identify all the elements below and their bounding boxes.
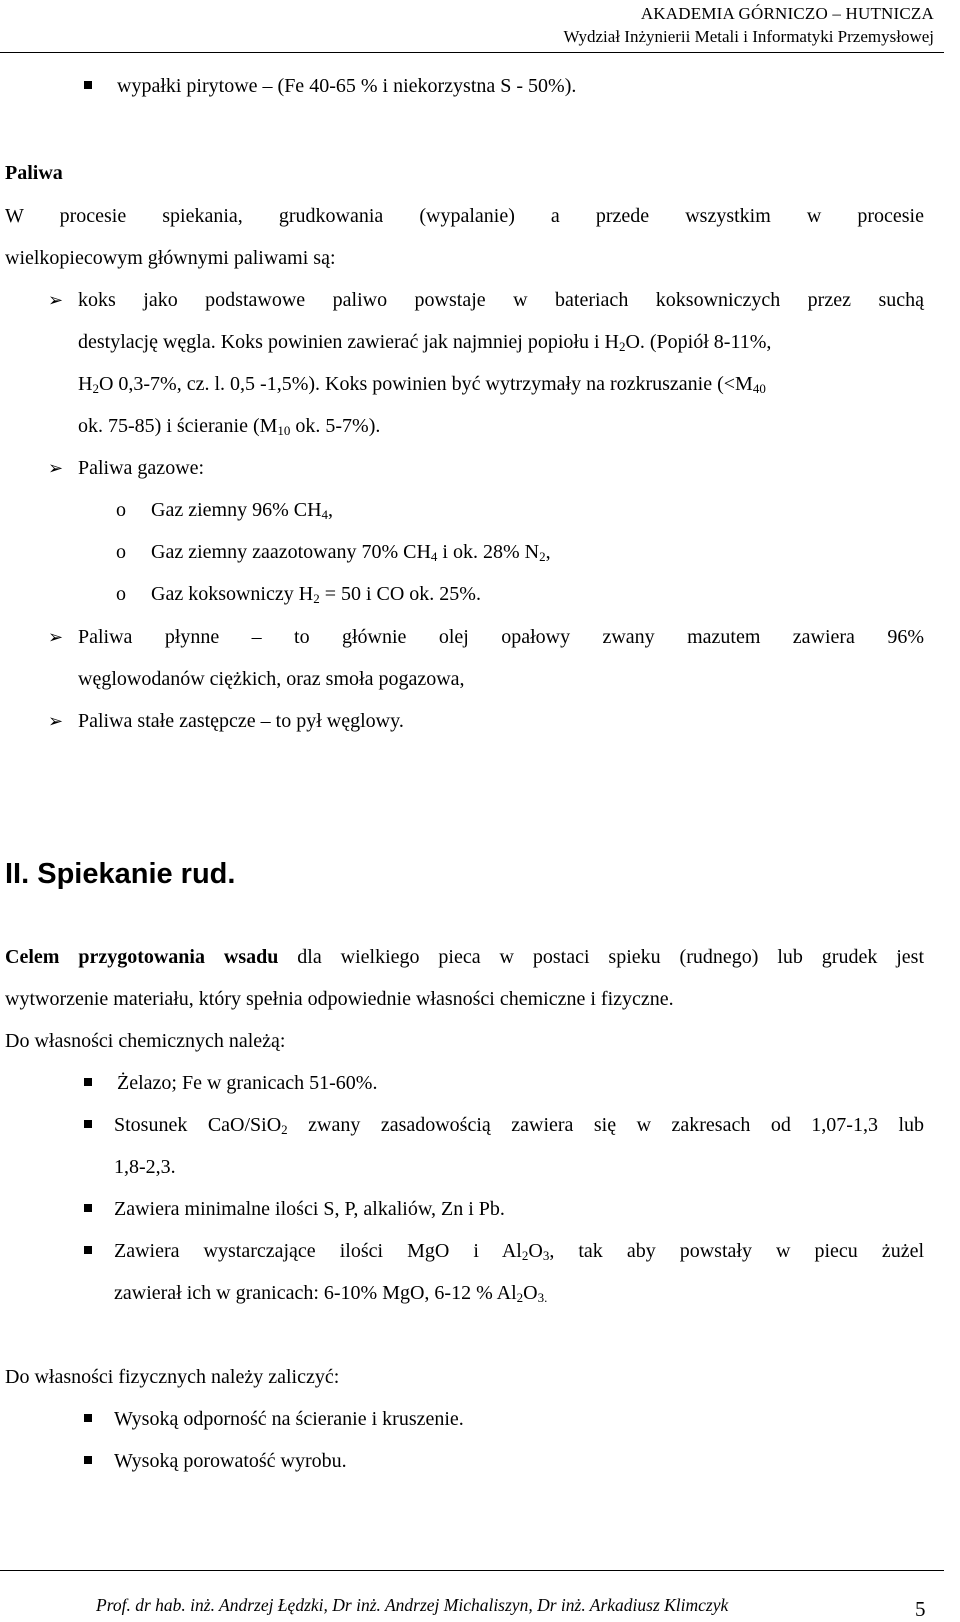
list-item-koks-line4: ok. 75-85) i ścieranie ($M_{10}$ ok. 5-7%). bbox=[78, 415, 381, 438]
paragraph-intro: W procesie spiekania, grudkowania (wypalanie) a przede wszystkim w procesie bbox=[5, 205, 924, 227]
list-item: Stosunek CaO/SiO$_2$ zwany zasadowością zawiera się w zakresach od 1,07-1,3 lub bbox=[114, 1114, 924, 1137]
sublist-item: Gaz ziemny 96% $CH_4$, bbox=[151, 499, 334, 522]
section-heading-paliwa: Paliwa bbox=[5, 162, 63, 184]
square-bullet-icon bbox=[84, 1246, 92, 1254]
circle-bullet-icon: o bbox=[116, 583, 126, 605]
header-divider bbox=[0, 52, 944, 53]
circle-bullet-icon: o bbox=[116, 499, 126, 521]
list-item: Wysoką odporność na ścieranie i kruszenie. bbox=[114, 1408, 464, 1430]
sublist-item: Gaz ziemny zaazotowany 70% $CH_4$ i ok. 28% $N_2$, bbox=[151, 541, 551, 564]
footer-divider bbox=[0, 1570, 944, 1571]
sublist-item: Gaz koksowniczy $H_2 = 50$ i CO ok. 25%. bbox=[151, 583, 481, 606]
arrow-bullet-icon: ➢ bbox=[48, 711, 64, 731]
square-bullet-icon bbox=[84, 1078, 92, 1086]
header-university: AKADEMIA GÓRNICZO – HUTNICZA bbox=[640, 4, 934, 23]
square-bullet-icon bbox=[84, 81, 92, 89]
list-item: Żelazo; Fe w granicach 51-60%. bbox=[117, 1072, 378, 1094]
list-item: Wysoką porowatość wyrobu. bbox=[114, 1450, 347, 1472]
list-item: wypałki pirytowe – (Fe 40-65 % i niekorzystna S - 50%). bbox=[117, 75, 577, 97]
list-item: Zawiera wystarczające ilości MgO i $Al_2O_3$, tak aby powstały w piecu żużel bbox=[114, 1240, 925, 1263]
paragraph-celem: Celem przygotowania wsadu dla wielkiego pieca w postaci spieku (rudnego) lub grudek jest bbox=[5, 946, 924, 968]
section-heading-spiekanie: II. Spiekanie rud. bbox=[5, 858, 236, 890]
list-item-stale: Paliwa stałe zastępcze – to pył węglowy. bbox=[78, 710, 404, 732]
page-number: 5 bbox=[915, 1597, 926, 1621]
list-item-koks-line3: $H_2O$ 0,3-7%, cz. l. 0,5 -1,5%). Koks powinien być wytrzymały na rozkruszanie ($<M_{40}$ bbox=[78, 373, 766, 396]
paragraph-intro-cont: wielkopiecowym głównymi paliwami są: bbox=[5, 247, 336, 269]
list-item-plynne: Paliwa płynne – to głównie olej opałowy zwany mazutem zawiera 96% bbox=[78, 626, 924, 648]
header-faculty: Wydział Inżynierii Metali i Informatyki Przemysłowej bbox=[563, 27, 934, 46]
list-item-koks-line2: destylację węgla. Koks powinien zawierać jak najmniej popiołu i $H_2O$. (Popiół 8-11%, bbox=[78, 331, 772, 354]
footer-authors: Prof. dr hab. inż. Andrzej Łędzki, Dr inż. Andrzej Michaliszyn, Dr inż. Arkadiusz Klimczyk bbox=[96, 1595, 729, 1615]
circle-bullet-icon: o bbox=[116, 541, 126, 563]
list-item-gazowe: Paliwa gazowe: bbox=[78, 457, 205, 479]
square-bullet-icon bbox=[84, 1204, 92, 1212]
paragraph-celem-cont: wytworzenie materiału, który spełnia odpowiednie własności chemiczne i fizyczne. bbox=[5, 988, 674, 1010]
physical-properties-intro: Do własności fizycznych należy zaliczyć: bbox=[5, 1366, 340, 1388]
list-item-plynne-cont: węglowodanów ciężkich, oraz smoła pogazowa, bbox=[78, 668, 465, 690]
chemical-properties-intro: Do własności chemicznych należą: bbox=[5, 1030, 286, 1052]
list-item: Zawiera minimalne ilości S, P, alkaliów, Zn i Pb. bbox=[114, 1198, 505, 1220]
arrow-bullet-icon: ➢ bbox=[48, 290, 64, 310]
list-item-koks: koks jako podstawowe paliwo powstaje w bateriach koksowniczych przez suchą bbox=[78, 289, 924, 311]
square-bullet-icon bbox=[84, 1120, 92, 1128]
list-item-cont: zawierał ich w granicach: 6-10% MgO, 6-12 % $Al_2O_{3.}$ bbox=[114, 1282, 548, 1305]
list-item-cont: 1,8-2,3. bbox=[114, 1156, 176, 1178]
arrow-bullet-icon: ➢ bbox=[48, 627, 64, 647]
square-bullet-icon bbox=[84, 1414, 92, 1422]
arrow-bullet-icon: ➢ bbox=[48, 458, 64, 478]
square-bullet-icon bbox=[84, 1456, 92, 1464]
